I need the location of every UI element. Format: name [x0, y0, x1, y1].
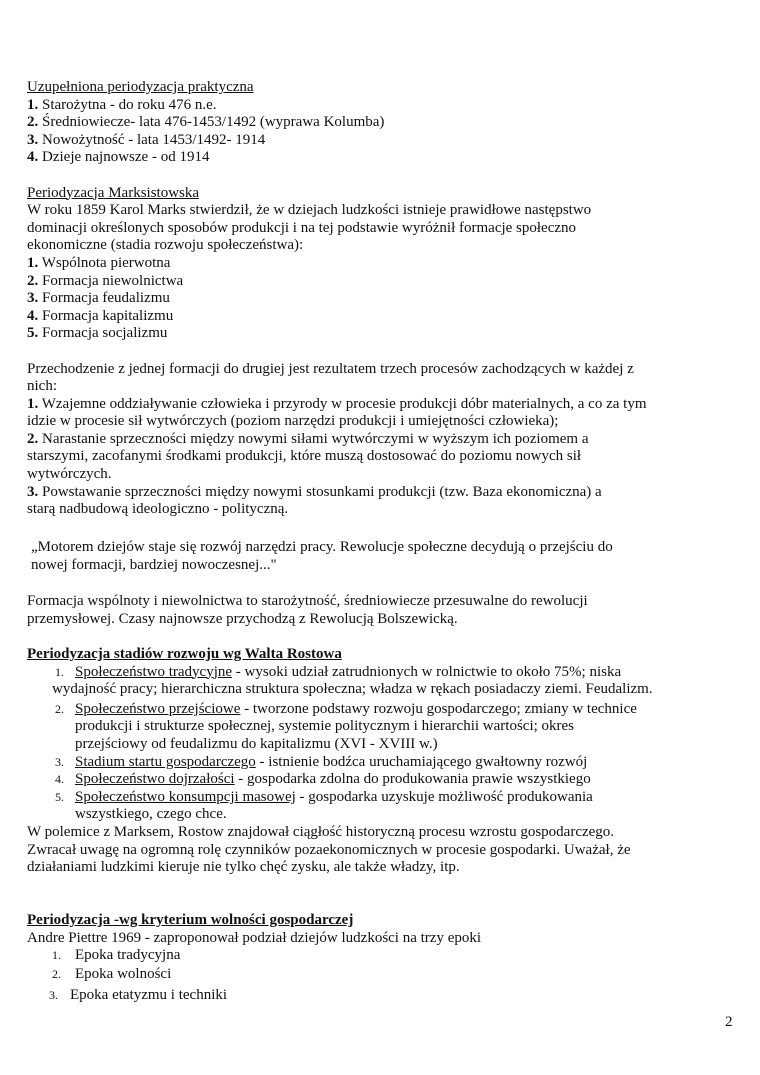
item-number: 2.	[27, 430, 39, 447]
list-item	[27, 97, 727, 115]
rostow-item	[27, 789, 727, 807]
item-term: Stadium startu gospodarczego	[75, 753, 256, 770]
paragraph-line: działaniami ludzkimi kieruje nie tylko chęć zysku, ale także władzy, itp.	[27, 859, 460, 876]
document-page	[27, 79, 727, 1005]
process-item	[27, 484, 727, 502]
epoch-item	[27, 987, 727, 1005]
section-heading-economic-freedom: Periodyzacja -wg kryterium wolności gospodarczej	[27, 911, 354, 928]
item-text: Nowożytność - lata 1453/1492- 1914	[38, 131, 266, 148]
item-number: 4.	[27, 149, 39, 166]
list-item	[27, 255, 727, 273]
item-text: Średniowiecze- lata 476-1453/1492 (wyprawa Kolumba)	[38, 114, 385, 131]
list-item	[27, 325, 727, 343]
item-text: - wysoki udział zatrudnionych w rolnictwie to około 75%; niska	[232, 663, 622, 680]
item-text: Wspólnota pierwotna	[38, 254, 171, 271]
item-number: 4.	[55, 772, 64, 787]
item-text: Powstawanie sprzeczności między nowymi stosunkami produkcji (tzw. Baza ekonomiczna) a	[38, 483, 602, 500]
list-item	[27, 114, 727, 132]
item-continuation: produkcji i strukturze społecznej, systemie politycznym i hierarchii wartości; okres	[75, 718, 575, 735]
paragraph-line: idzie w procesie sił wytwórczych (poziom narzędzi produkcji i umiejętności człowieka);	[27, 413, 559, 430]
section-heading-practical: Uzupełniona periodyzacja praktyczna	[27, 79, 254, 95]
item-number: 1.	[55, 664, 64, 679]
item-text: Dzieje najnowsze - od 1914	[38, 149, 210, 166]
item-number: 4.	[27, 307, 39, 324]
paragraph-line: starszymi, zacofanymi środkami produkcji, które muszą dostosować do poziomu nowych sił	[27, 448, 582, 465]
paragraph-line: dominacji określonych sposobów produkcji i na tej podstawie wyróżnił formacje społeczno	[27, 219, 577, 236]
epoch-item	[27, 966, 727, 984]
section-heading-rostow: Periodyzacja stadiów rozwoju wg Walta Rostowa	[27, 646, 342, 662]
item-text: Formacja feudalizmu	[38, 290, 170, 307]
item-number: 2.	[27, 114, 39, 131]
epoch-item	[27, 947, 727, 965]
list-item	[27, 290, 727, 308]
item-term: Społeczeństwo tradycyjne	[75, 663, 233, 680]
paragraph-line: wytwórczych.	[27, 466, 112, 483]
list-item	[27, 273, 727, 291]
item-text: Epoka tradycyjna	[75, 947, 181, 964]
item-text: Epoka etatyzmu i techniki	[70, 987, 228, 1004]
page-number: 2	[725, 1014, 733, 1030]
item-number: 5.	[27, 325, 39, 342]
rostow-item	[27, 701, 727, 719]
item-number: 3.	[49, 988, 58, 1003]
item-text: - istnienie bodźca uruchamiającego gwałtowny rozwój	[255, 753, 588, 770]
item-text: Formacja niewolnictwa	[38, 272, 184, 289]
item-term: Społeczeństwo przejściowe	[75, 700, 241, 717]
paragraph-line: Zwracał uwagę na ogromną rolę czynników pozaekonomicznych w procesie gospodarki. Uważał, że	[27, 841, 631, 858]
quote-line: nowej formacji, bardziej nowoczesnej..."	[31, 557, 277, 574]
item-number: 3.	[27, 131, 39, 148]
item-number: 1.	[52, 948, 61, 963]
item-term: Społeczeństwo dojrzałości	[75, 771, 235, 788]
item-number: 2.	[27, 272, 39, 289]
paragraph-line: ekonomiczne (stadia rozwoju społeczeństwa):	[27, 237, 304, 254]
item-continuation: wydajność pracy; hierarchiczna struktura społeczna; władza w rękach posiadaczy ziemi. Feudalizm.	[52, 681, 653, 698]
rostow-item	[27, 664, 727, 682]
process-item	[27, 431, 727, 449]
paragraph-line: Andre Piettre 1969 - zaproponował podział dziejów ludzkości na trzy epoki	[27, 929, 482, 946]
section-heading-marxist: Periodyzacja Marksistowska	[27, 184, 200, 201]
paragraph-line: Przechodzenie z jednej formacji do drugiej jest rezultatem trzech procesów zachodzących w każdej z	[27, 360, 634, 377]
item-continuation: przejściowy od feudalizmu do kapitalizmu (XVI - XVIII w.)	[75, 735, 438, 752]
item-text: Epoka wolności	[75, 965, 172, 982]
item-text: Starożytna - do roku 476 n.e.	[38, 96, 217, 113]
item-number: 1.	[27, 395, 39, 412]
item-number: 1.	[27, 254, 39, 271]
quote-line: „Motorem dziejów staje się rozwój narzędzi pracy. Rewolucje społeczne decydują o przejściu do	[31, 539, 613, 556]
item-text: Formacja kapitalizmu	[38, 307, 174, 324]
list-item	[27, 132, 727, 150]
item-continuation: wszystkiego, czego chce.	[75, 806, 227, 823]
rostow-item	[27, 754, 727, 772]
list-item	[27, 149, 727, 167]
process-item	[27, 396, 727, 414]
paragraph-line: W polemice z Marksem, Rostow znajdował ciągłość historyczną procesu wzrostu gospodarczego.	[27, 823, 615, 840]
paragraph-line: W roku 1859 Karol Marks stwierdził, że w dziejach ludzkości istnieje prawidłowe następstwo	[27, 202, 592, 219]
practical-list	[27, 97, 727, 167]
item-number: 3.	[27, 290, 39, 307]
paragraph-line: nich:	[27, 378, 57, 395]
item-text: - gospodarka zdolna do produkowania prawie wszystkiego	[234, 771, 591, 788]
item-number: 2.	[52, 966, 61, 981]
paragraph-line: przemysłowej. Czasy najnowsze przychodzą z Rewolucją Bolszewicką.	[27, 610, 458, 627]
paragraph-line: Formacja wspólnoty i niewolnictwa to starożytność, średniowiecze przesuwalne do rewolucji	[27, 593, 588, 610]
item-text: Formacja socjalizmu	[38, 325, 168, 342]
item-number: 2.	[55, 701, 64, 716]
item-text: Wzajemne oddziaływanie człowieka i przyrody w procesie produkcji dóbr materialnych, a co za tym	[38, 395, 647, 412]
item-term: Społeczeństwo konsumpcji masowej	[75, 788, 296, 805]
paragraph-line: starą nadbudową ideologiczno - polityczną.	[27, 501, 289, 518]
rostow-item	[27, 771, 727, 789]
item-number: 3.	[27, 483, 39, 500]
item-text: - tworzone podstawy rozwoju gospodarczego; zmiany w technice	[240, 700, 637, 717]
item-number: 5.	[55, 789, 64, 804]
item-text: - gospodarka uzyskuje możliwość produkowania	[295, 788, 593, 805]
item-number: 3.	[55, 754, 64, 769]
list-item	[27, 308, 727, 326]
item-text: Narastanie sprzeczności między nowymi siłami wytwórczymi w wyższym ich poziomem a	[38, 430, 589, 447]
item-number: 1.	[27, 96, 39, 113]
